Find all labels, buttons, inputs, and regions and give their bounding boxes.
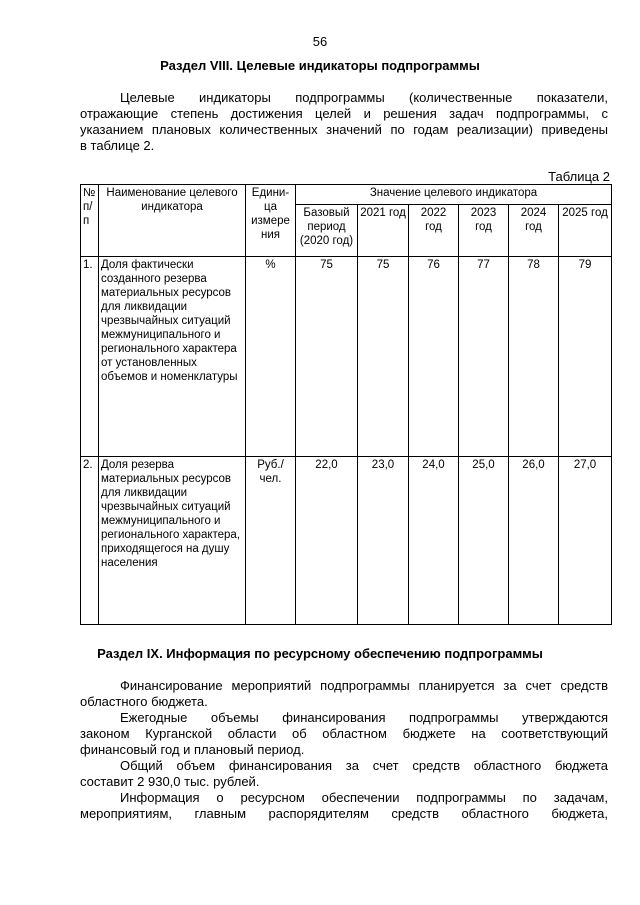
- row-base: 22,0: [296, 457, 358, 625]
- row-name: Доля фактически созданного резерва материальных ресурсов для ликвидации чрезвычайных ситуаций межмуниципального и регионального характера от установленных объемов и номенклатуры: [99, 257, 246, 457]
- row-2023: 25,0: [459, 457, 509, 625]
- paragraph-line: Ежегодные объемы финансирования подпрограммы утверждаются: [120, 710, 608, 725]
- section-8-intro: [80, 90, 608, 154]
- header-unit: Едини- ца измере ния: [246, 185, 296, 257]
- section-9-paragraph-4: [80, 790, 608, 822]
- paragraph-line: Общий объем финансирования за счет средств областного бюджета: [120, 758, 608, 773]
- paragraph-line: финансовый год и плановый период.: [80, 742, 305, 757]
- header-2023: 2023 год: [459, 205, 509, 257]
- header-num: № п/ п: [81, 185, 99, 257]
- row-2022: 24,0: [409, 457, 459, 625]
- row-unit: Руб./ чел.: [246, 457, 296, 625]
- paragraph-line: законом Курганской области об областном бюджете на соответствующий: [80, 726, 608, 741]
- section-9-paragraph-1: [80, 678, 608, 710]
- header-name: Наименование целевого индикатора: [99, 185, 246, 257]
- paragraph-line: Информация о ресурсном обеспечении подпрограммы по задачам,: [120, 790, 608, 805]
- section-9-paragraph-2: [80, 710, 608, 758]
- section-9-title: Раздел IX. Информация по ресурсному обеспечению подпрограммы: [97, 646, 543, 661]
- indicators-table: [80, 184, 612, 625]
- section-8-title: Раздел VIII. Целевые индикаторы подпрограммы: [160, 58, 480, 73]
- row-num: 1.: [81, 257, 99, 457]
- paragraph-line: мероприятиям, главным распорядителям средств областного бюджета,: [80, 806, 608, 821]
- row-2022: 76: [409, 257, 459, 457]
- table-row: [81, 457, 612, 625]
- paragraph-line: областного бюджета.: [80, 694, 208, 709]
- section-9-paragraph-3: [80, 758, 608, 790]
- row-base: 75: [296, 257, 358, 457]
- header-2021: 2021 год: [358, 205, 409, 257]
- header-2024: 2024 год: [509, 205, 559, 257]
- row-name: Доля резерва материальных ресурсов для ликвидации чрезвычайных ситуаций межмуниципального и регионального характера, приходящегося на душу населения: [99, 457, 246, 625]
- row-2025: 79: [559, 257, 612, 457]
- row-2021: 23,0: [358, 457, 409, 625]
- row-2021: 75: [358, 257, 409, 457]
- page-number: 56: [312, 34, 328, 49]
- header-2022: 2022 год: [409, 205, 459, 257]
- header-base: Базовый период (2020 год): [296, 205, 358, 257]
- header-value-group: Значение целевого индикатора: [296, 185, 612, 205]
- row-2024: 26,0: [509, 457, 559, 625]
- paragraph-line: Финансирование мероприятий подпрограммы планируется за счет средств: [120, 678, 608, 693]
- row-2023: 77: [459, 257, 509, 457]
- row-2024: 78: [509, 257, 559, 457]
- table-caption: Таблица 2: [548, 169, 610, 184]
- row-2025: 27,0: [559, 457, 612, 625]
- table-row: [81, 257, 612, 457]
- row-unit: %: [246, 257, 296, 457]
- paragraph-line: составит 2 930,0 тыс. рублей.: [80, 774, 260, 789]
- row-num: 2.: [81, 457, 99, 625]
- intro-line: указанием плановых количественных значений по годам реализации) приведены: [80, 122, 608, 137]
- intro-line: отражающие степень достижения целей и решения задач подпрограммы, с: [80, 106, 608, 121]
- intro-line: в таблице 2.: [80, 138, 155, 153]
- intro-line: Целевые индикаторы подпрограммы (количественные показатели,: [120, 90, 608, 105]
- header-2025: 2025 год: [559, 205, 612, 257]
